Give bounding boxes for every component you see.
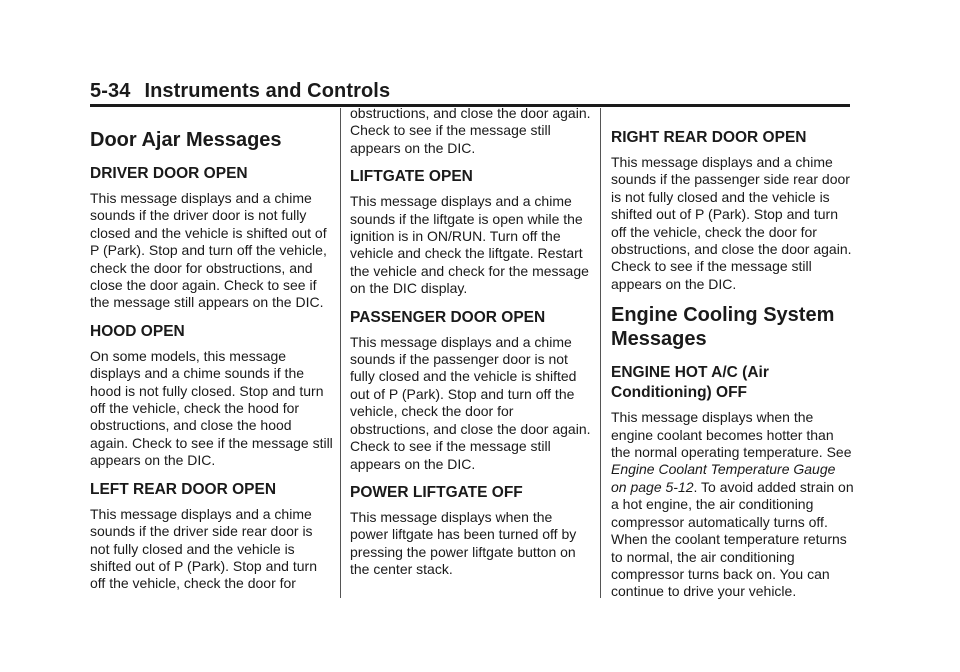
chapter-title: Instruments and Controls <box>144 80 391 102</box>
subheading-passenger-door-open: PASSENGER DOOR OPEN <box>350 308 546 326</box>
subheading-driver-door-open: DRIVER DOOR OPEN <box>90 165 248 182</box>
section-title-engine-cooling: Engine Cooling System Messages <box>611 304 835 351</box>
subheading-hood-open: HOOD OPEN <box>90 322 185 340</box>
column-2 <box>350 105 593 589</box>
column-divider <box>600 108 601 598</box>
text-segment: . To avoid added strain on a hot engine, the air conditioning compressor automatically turns off. When the coolant temperature returns to normal, the air conditioning compressor turns back on. You can continue to drive your vehicle. <box>611 478 854 600</box>
subheading-right-rear-door-open: RIGHT REAR DOOR OPEN <box>611 129 807 146</box>
paragraph-liftgate-open: This message displays and a chime sounds if the liftgate is open while the ignition is in ON/RUN. Turn off the vehicle and check the liftgate. Restart the vehicle and check for the message on the DIC display. <box>350 193 589 297</box>
text-segment: This message displays when the engine coolant becomes hotter than the normal operating temperature. See <box>611 409 852 461</box>
column-1 <box>90 128 333 603</box>
paragraph-hood-open: On some models, this message displays and a chime sounds if the hood is not fully closed. Stop and turn off the vehicle, check the hood for obstructions, and close the hood again. Check to see if the message still appears on the DIC. <box>90 347 333 469</box>
cross-reference: Engine Coolant Temperature Gauge on page 5-12 <box>611 461 836 495</box>
paragraph-power-liftgate-off: This message displays when the power liftgate has been turned off by pressing the power liftgate button on the center stack. <box>350 508 577 578</box>
paragraph-continuation: obstructions, and close the door again. Check to see if the message still appears on the DIC. <box>350 105 591 156</box>
section-title-door-ajar: Door Ajar Messages <box>90 129 282 151</box>
column-divider <box>340 108 341 598</box>
page-header <box>90 80 390 103</box>
page-number: 5-34 <box>90 80 131 102</box>
subheading-engine-hot-ac-off: ENGINE HOT A/C (Air Conditioning) OFF <box>611 364 769 402</box>
paragraph-passenger-door-open: This message displays and a chime sounds if the passenger door is not fully closed and the vehicle is shifted out of P (Park). Stop and turn off the vehicle, check the door for obstructions, and close the door again. Check to see if the message still appears on the DIC. <box>350 333 591 472</box>
subheading-liftgate-open: LIFTGATE OPEN <box>350 168 473 186</box>
paragraph-driver-door-open: This message displays and a chime sounds if the driver door is not fully closed and the vehicle is shifted out of P (Park). Stop and turn off the vehicle, check the door for obstructions, and close the door again. Check to see if the message still appears on the DIC. <box>90 190 327 311</box>
paragraph-right-rear-door-open: This message displays and a chime sounds if the passenger side rear door is not fully closed and the vehicle is shifted out of P (Park). Stop and turn off the vehicle, check the door for obstructions, and close the door again. Check to see if the message still appears on the DIC. <box>611 154 852 292</box>
paragraph-engine-hot-ac-off <box>611 409 854 600</box>
paragraph-left-rear-door-open: This message displays and a chime sounds if the driver side rear door is not fully closed and the vehicle is shifted out of P (Park). Stop and turn off the vehicle, check the door for <box>90 505 317 592</box>
column-3 <box>611 128 854 611</box>
subheading-left-rear-door-open: LEFT REAR DOOR OPEN <box>90 480 277 498</box>
subheading-power-liftgate-off: POWER LIFTGATE OFF <box>350 483 523 501</box>
